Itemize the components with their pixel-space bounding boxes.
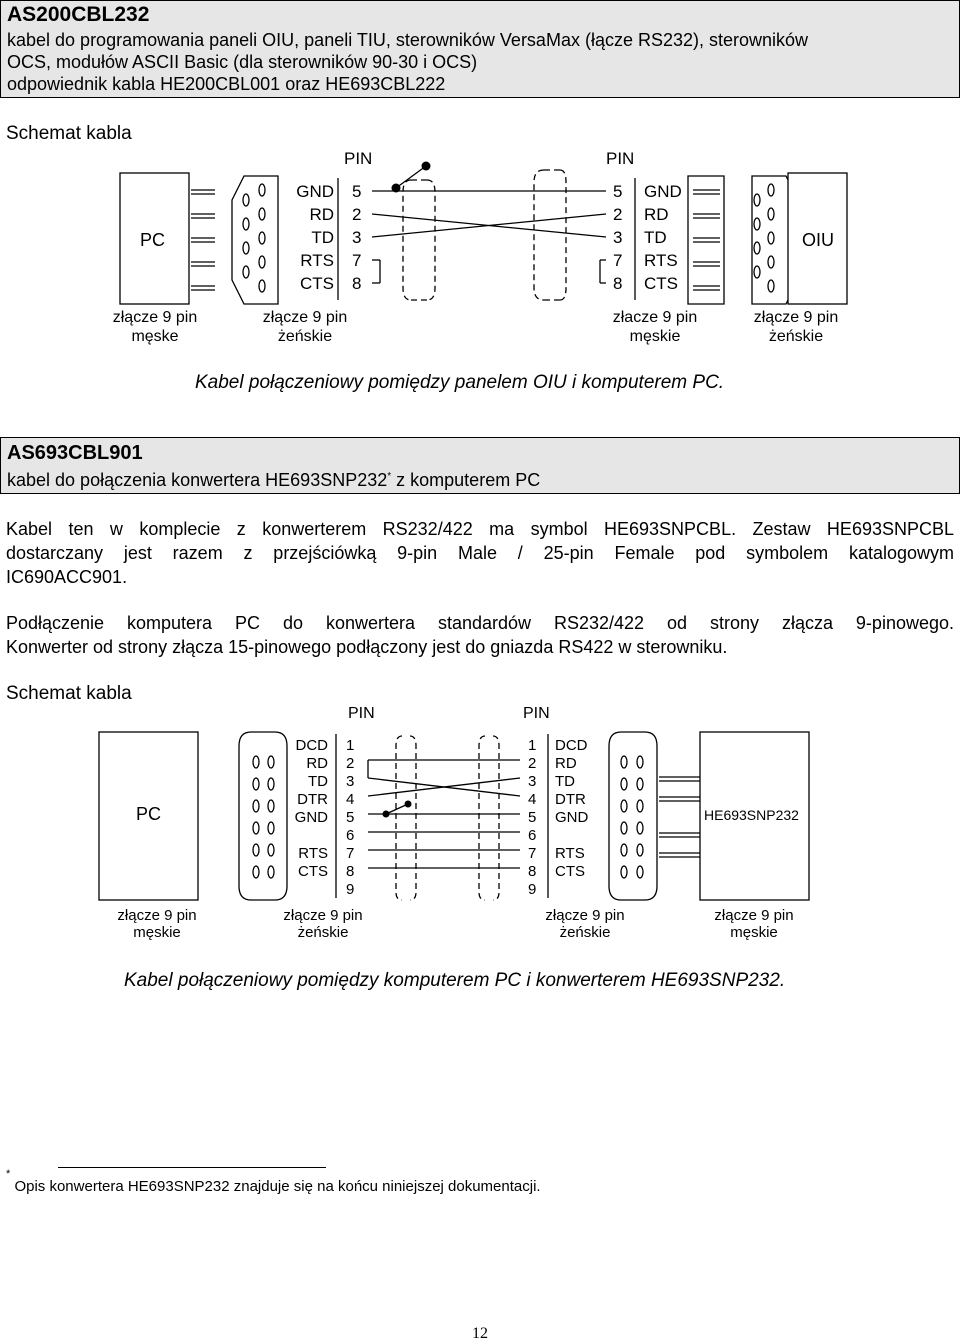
connector-caption: złącze 9 pin (262, 309, 348, 326)
signal-label: DCD (555, 737, 588, 754)
pin-number: 5 (346, 809, 355, 826)
footnote-marker: * (6, 1168, 11, 1180)
pc-label: PC (136, 804, 162, 824)
connector-caption: żeńskie (559, 924, 611, 941)
female-connector-shell (239, 732, 287, 900)
cable-shield-right (534, 170, 544, 300)
footnote-marker: * (387, 471, 392, 482)
header-box-cable-2 (0, 437, 960, 494)
pin-number: 7 (346, 845, 355, 862)
signal-label: CTS (555, 863, 585, 880)
cable-description-line: kabel do programowania paneli OIU, paneli TIU, sterowników VersaMax (łącze RS232), sterowników (7, 30, 809, 50)
connector-caption: męskie (629, 328, 681, 345)
cable-code: AS200CBL232 (7, 3, 150, 26)
shield-wire (396, 166, 426, 188)
cable-description-line: odpowiednik kabla HE200CBL001 oraz HE693CBL222 (7, 74, 446, 94)
pin-number: 1 (346, 737, 355, 754)
male-connector-shell (688, 176, 724, 304)
pin-number: 1 (528, 737, 537, 754)
pin-number: 8 (613, 274, 623, 293)
pin-number: 3 (528, 773, 537, 790)
signal-label: TD (308, 773, 328, 790)
pin-header: PIN (348, 705, 375, 722)
signal-label: DCD (295, 737, 328, 754)
pin-number: 6 (346, 827, 355, 844)
paragraph-line: IC690ACC901. (6, 567, 128, 587)
converter-label: HE693SNP232 (704, 807, 799, 823)
pin-number: 2 (346, 755, 355, 772)
wire-junction-dot (405, 801, 412, 808)
signal-label: TD (644, 228, 667, 247)
signal-label: DTR (297, 791, 328, 808)
signal-label: RTS (555, 845, 585, 862)
cable-description-line: OCS, modułów ASCII Basic (dla sterowników 90-30 i OCS) (7, 52, 478, 72)
diagram-caption: Kabel połączeniowy pomiędzy komputerem PC i konwerterem HE693SNP232. (124, 970, 786, 991)
connector-caption: żeńskie (277, 328, 333, 345)
signal-label: GND (644, 182, 682, 201)
oiu-label: OIU (802, 230, 835, 250)
connector-caption: żeńskie (297, 924, 349, 941)
signal-label: RD (309, 205, 334, 224)
pin-number: 5 (352, 182, 362, 201)
cable-description-line: kabel do połączenia konwertera HE693SNP232* z komputerem PC (7, 470, 541, 490)
connector-caption: złącze 9 pin (753, 309, 839, 326)
pin-number: 2 (352, 205, 362, 224)
page-number: 12 (472, 1325, 488, 1342)
pin-number: 9 (528, 881, 537, 898)
pin-header: PIN (523, 705, 550, 722)
pc-label: PC (140, 230, 166, 250)
pin-header: PIN (606, 149, 635, 168)
female-connector-shell (232, 176, 278, 304)
signal-label: RD (644, 205, 669, 224)
cable-shield-left (403, 180, 411, 300)
signal-label: CTS (644, 274, 678, 293)
pin-number: 7 (352, 251, 362, 270)
connector-caption: złacze 9 pin (612, 309, 698, 326)
pin-number: 8 (352, 274, 362, 293)
pin-number: 2 (528, 755, 537, 772)
pin-number: 8 (346, 863, 355, 880)
cable-diagram-1 (0, 140, 960, 380)
pin-number: 9 (346, 881, 355, 898)
signal-label: RD (555, 755, 577, 772)
pin-number: 7 (613, 251, 623, 270)
pin-number: 5 (613, 182, 623, 201)
schema-heading: Schemat kabla (6, 683, 132, 704)
pin-number: 6 (528, 827, 537, 844)
pin-number: 2 (613, 205, 623, 224)
paragraph-line: Konwerter od strony złącza 15-pinowego podłączony jest do gniazda RS422 w sterowniku. (6, 637, 728, 657)
connector-caption: męske (131, 328, 179, 345)
connector-caption: złącze 9 pin (283, 907, 363, 924)
connector-caption: złącze 9 pin (714, 907, 794, 924)
signal-label: CTS (298, 863, 328, 880)
paragraph-line: Podłączenie komputera PC do konwertera standardów RS232/422 od strony złącza 9-pinowego. (6, 613, 954, 633)
wire-junction-dot (392, 184, 401, 193)
connector-caption: męskie (133, 924, 181, 941)
signal-label: GND (296, 182, 334, 201)
pin-header: PIN (344, 149, 373, 168)
header-box-cable-1 (0, 0, 960, 98)
pin-number: 3 (346, 773, 355, 790)
signal-label: TD (311, 228, 334, 247)
connector-caption: męskie (730, 924, 778, 941)
signal-label: RTS (300, 251, 334, 270)
female-connector-shell (609, 732, 657, 900)
pin-number: 3 (352, 228, 362, 247)
connector-pin-holes (243, 184, 265, 292)
connector-pin-holes (621, 756, 643, 878)
connector-caption: złącze 9 pin (117, 907, 197, 924)
connector-pin-holes (754, 184, 774, 292)
cable-code: AS693CBL901 (7, 442, 143, 464)
signal-label: RD (306, 755, 328, 772)
pin-number: 3 (613, 228, 623, 247)
paragraph-line: Kabel ten w komplecie z konwerterem RS232/422 ma symbol HE693SNPCBL. Zestaw HE693SNPCBL (6, 519, 954, 539)
connector-pin-holes (253, 756, 274, 878)
footnote-text: Opis konwertera HE693SNP232 znajduje się na końcu niniejszej dokumentacji. (14, 1178, 541, 1195)
cable-diagram-2 (0, 700, 960, 940)
signal-label: GND (294, 809, 328, 826)
paragraph-line: dostarczany jest razem z przejściówką 9-pin Male / 25-pin Female pod symbolem katalogowym (6, 543, 954, 563)
pin-number: 7 (528, 845, 537, 862)
diagram-caption: Kabel połączeniowy pomiędzy panelem OIU i komputerem PC. (195, 372, 725, 393)
connector-caption: złącze 9 pin (112, 309, 198, 326)
shield-wire (386, 804, 408, 814)
signal-label: CTS (300, 274, 334, 293)
pin-number: 4 (346, 791, 355, 808)
connector-caption: żeńskie (768, 328, 824, 345)
signal-label: GND (555, 809, 589, 826)
signal-label: TD (555, 773, 575, 790)
signal-label: RTS (644, 251, 678, 270)
wire-junction-dot (383, 811, 390, 818)
connector-caption: złącze 9 pin (545, 907, 625, 924)
wire-junction-dot (422, 162, 431, 171)
signal-label: RTS (298, 845, 328, 862)
footnote (6, 1168, 541, 1195)
pin-number: 5 (528, 809, 537, 826)
pin-number: 8 (528, 863, 537, 880)
schema-heading: Schemat kabla (6, 123, 132, 144)
signal-label: DTR (555, 791, 586, 808)
footnote-rule (58, 1167, 326, 1168)
pin-number: 4 (528, 791, 537, 808)
